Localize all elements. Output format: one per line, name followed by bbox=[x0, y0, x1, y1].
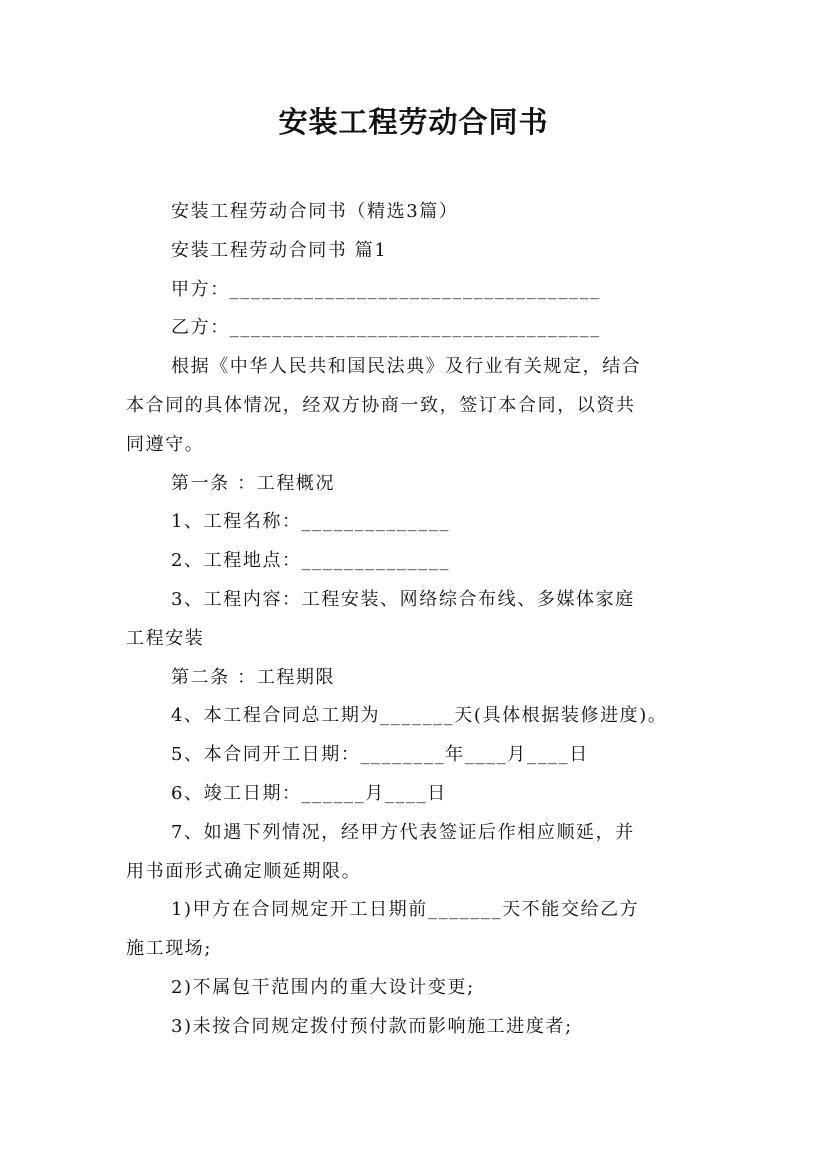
text-line: 施工现场; bbox=[126, 938, 213, 960]
text-line: 乙方：___________________________________ bbox=[171, 317, 601, 339]
text-line: 安装工程劳动合同书（精选3篇） bbox=[171, 201, 459, 222]
text-line: 2、工程地点：______________ bbox=[171, 550, 451, 572]
text-line: 甲方：___________________________________ bbox=[171, 278, 601, 300]
text-line: 5、本合同开工日期：________年____月____日 bbox=[171, 744, 589, 766]
text-line: 3)未按合同规定拨付预付款而影响施工进度者; bbox=[171, 1015, 573, 1037]
text-line: 根据《中华人民共和国民法典》及行业有关规定，结合 bbox=[171, 356, 642, 378]
document-body bbox=[126, 193, 726, 1047]
text-line: 用书面形式确定顺延期限。 bbox=[126, 860, 362, 882]
text-line: 1、工程名称：______________ bbox=[171, 511, 451, 533]
text-line: 7、如遇下列情况，经甲方代表签证后作相应顺延，并 bbox=[171, 821, 635, 843]
text-line: 安装工程劳动合同书 篇1 bbox=[171, 239, 388, 261]
text-line: 第二条 ：工程期限 bbox=[171, 666, 336, 688]
text-line: 同遵守。 bbox=[126, 433, 205, 455]
text-line: 本合同的具体情况，经双方协商一致，签订本合同，以资共 bbox=[126, 394, 636, 416]
text-line: 工程安装 bbox=[126, 627, 205, 649]
text-line: 3、工程内容：工程安装、网络综合布线、多媒体家庭 bbox=[171, 588, 635, 610]
text-line: 4、本工程合同总工期为_______天(具体根据装修进度)。 bbox=[171, 705, 668, 727]
text-line: 2)不属包干范围内的重大设计变更; bbox=[171, 976, 475, 998]
text-line: 6、竣工日期：______月____日 bbox=[171, 782, 447, 804]
text-line: 1)甲方在合同规定开工日期前_______天不能交给乙方 bbox=[171, 899, 640, 921]
document-title: 安装工程劳动合同书 bbox=[278, 105, 549, 139]
text-line: 第一条 ：工程概况 bbox=[171, 472, 336, 494]
